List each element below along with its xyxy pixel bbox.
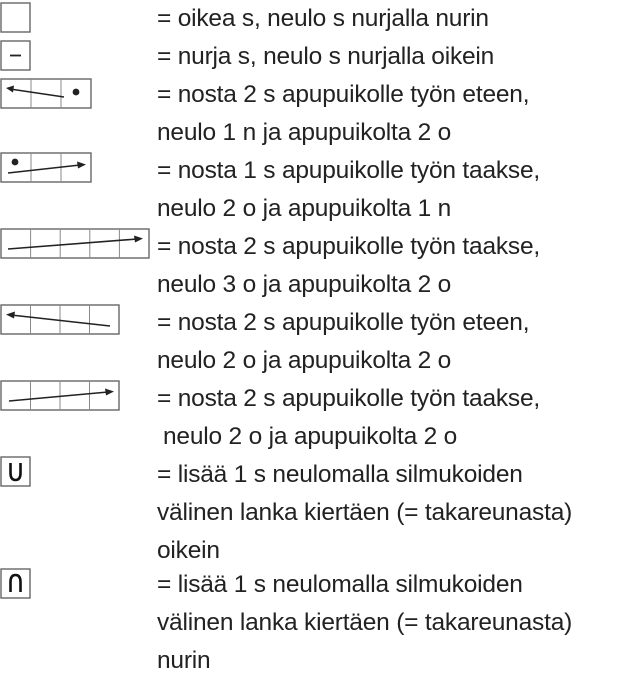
- knit-square-icon: [0, 2, 32, 34]
- legend-item-7-text: [157, 456, 629, 570]
- legend-line: neulo 3 o ja apupuikolta 2 o: [157, 271, 452, 298]
- legend-item-1-text: [157, 38, 629, 76]
- increase-n-icon: [0, 568, 32, 600]
- legend-item-6-text: [157, 380, 629, 456]
- legend-line: = lisää 1 s neulomalla silmukoiden: [157, 571, 523, 598]
- legend-item-8-text: [157, 566, 629, 680]
- cable-4-left-icon: [0, 304, 122, 336]
- legend-line: = nosta 2 s apupuikolle työn taakse,: [157, 233, 541, 260]
- legend-item-0-text: [157, 0, 629, 38]
- legend-line: välinen lanka kiertäen (= takareunasta): [157, 499, 573, 526]
- purl-dash-square-icon: [0, 40, 32, 72]
- legend-line: = nosta 2 s apupuikolle työn eteen,: [157, 81, 530, 108]
- legend-line: = lisää 1 s neulomalla silmukoiden: [157, 461, 523, 488]
- legend-line: = nosta 1 s apupuikolle työn taakse,: [157, 157, 541, 184]
- legend-line: välinen lanka kiertäen (= takareunasta): [157, 609, 573, 636]
- legend-line: nurin: [157, 647, 211, 674]
- legend-item-2-text: [157, 76, 629, 152]
- legend-line: oikein: [157, 537, 220, 564]
- legend-item-4-text: [157, 228, 629, 304]
- legend-line: = nosta 2 s apupuikolle työn taakse,: [157, 385, 541, 412]
- increase-u-icon: [0, 456, 32, 488]
- cable-4-right-icon: [0, 380, 122, 412]
- legend-line: neulo 2 o ja apupuikolta 2 o: [163, 423, 458, 450]
- legend-line: neulo 2 o ja apupuikolta 1 n: [157, 195, 452, 222]
- cable-5-right-icon: [0, 228, 152, 260]
- legend-item-5-text: [157, 304, 629, 380]
- legend-line: = nurja s, neulo s nurjalla oikein: [157, 43, 495, 70]
- legend-line: neulo 1 n ja apupuikolta 2 o: [157, 119, 452, 146]
- legend-line: = nosta 2 s apupuikolle työn eteen,: [157, 309, 530, 336]
- legend-line: = oikea s, neulo s nurjalla nurin: [157, 5, 489, 32]
- legend-item-3-text: [157, 152, 629, 228]
- legend-line: neulo 2 o ja apupuikolta 2 o: [157, 347, 452, 374]
- cable-2-over-1-left-icon: [0, 78, 94, 110]
- cable-1-behind-2-right-icon: [0, 152, 94, 184]
